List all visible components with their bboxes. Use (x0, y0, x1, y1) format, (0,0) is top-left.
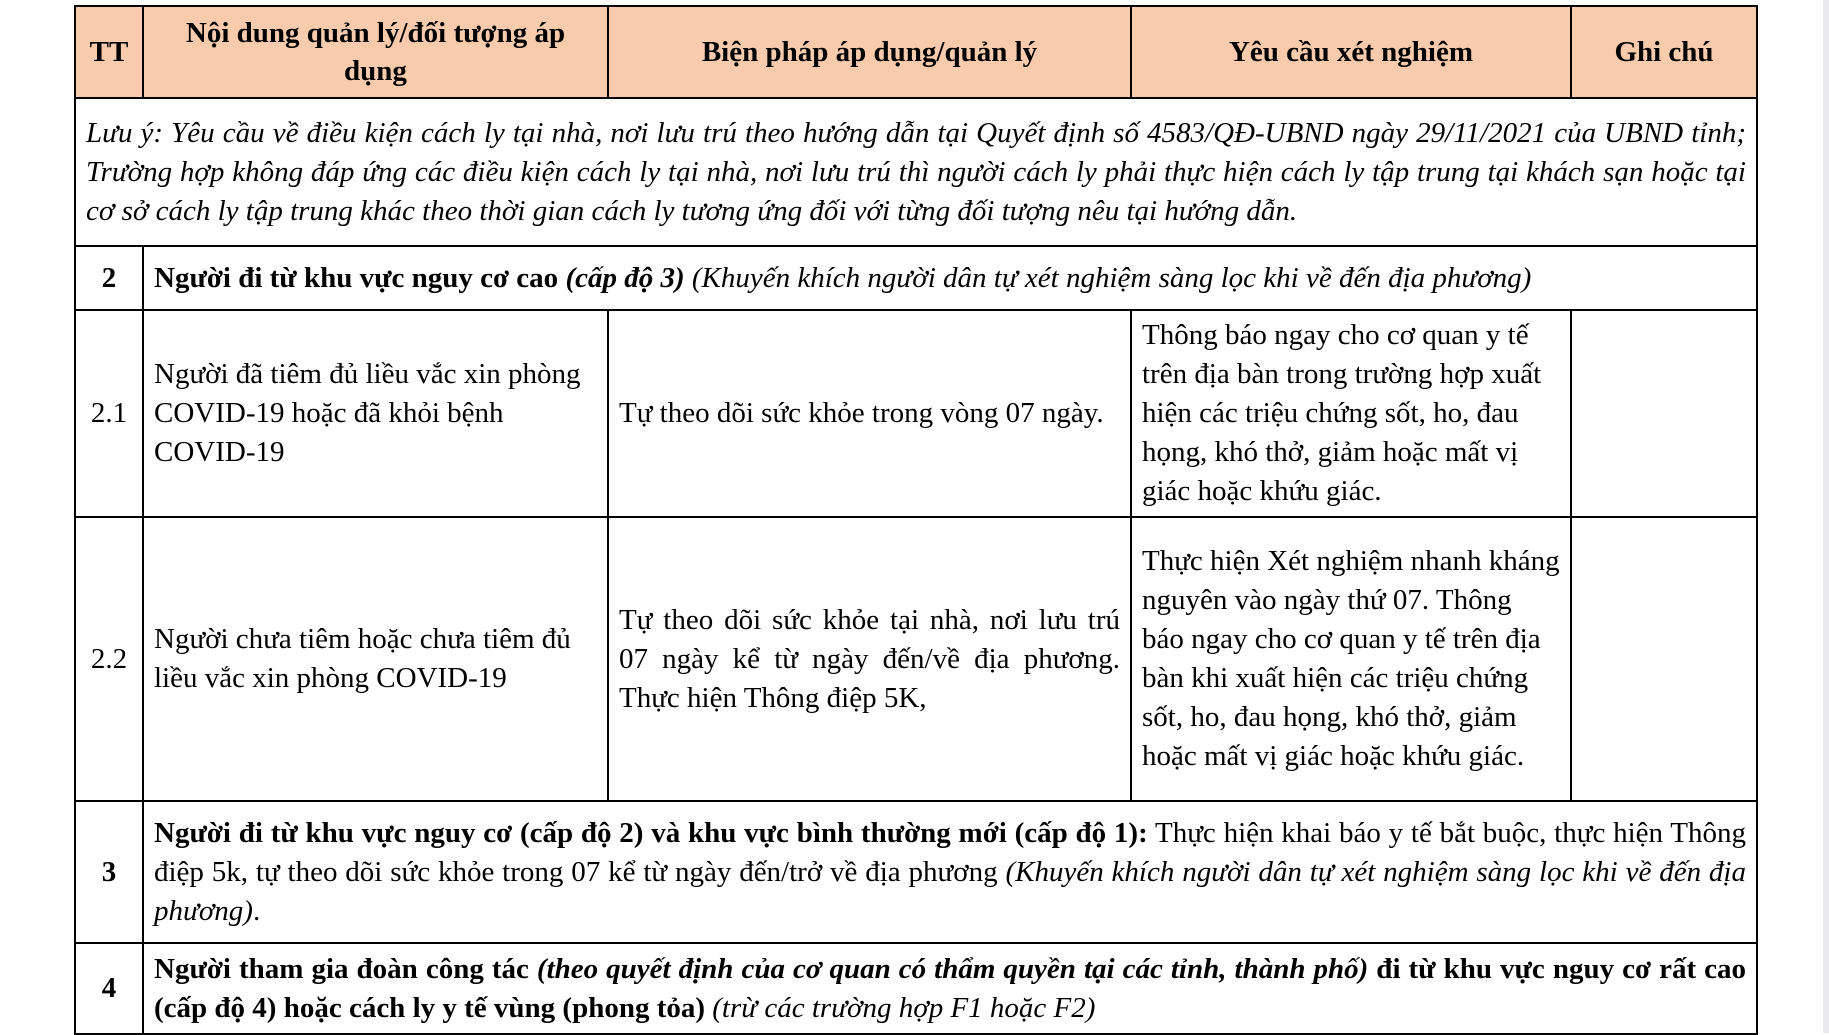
section-4-body (143, 943, 1757, 1034)
header-notes: Ghi chú (1571, 6, 1757, 98)
header-testing: Yêu cầu xét nghiệm (1131, 6, 1571, 98)
section-2-advice: (Khuyến khích người dân tự xét nghiệm sàng lọc khi về đến địa phương) (684, 261, 1532, 294)
row-2-2 (75, 517, 1757, 801)
section-3-title: Người đi từ khu vực nguy cơ (cấp độ 2) và khu vực bình thường mới (cấp độ 1): (154, 816, 1148, 849)
row-2-1-notes (1571, 310, 1757, 517)
row-2-2-testing: Thực hiện Xét nghiệm nhanh kháng nguyên vào ngày thứ 07. Thông báo ngay cho cơ quan y tế trên địa bàn khi xuất hiện các triệu chứng sốt, ho, đau họng, khó thở, giảm hoặc mất vị giác hoặc khứu giác. (1131, 517, 1571, 801)
note-text: Lưu ý: Yêu cầu về điều kiện cách ly tại nhà, nơi lưu trú theo hướng dẫn tại Quyết định số 4583/QĐ-UBND ngày 29/11/2021 của UBND tỉnh; Trường hợp không đáp ứng các điều kiện cách ly tại nhà, nơi lưu trú thì người cách ly phải thực hiện cách ly tập trung tại khách sạn hoặc tại cơ sở cách ly tập trung khác theo thời gian cách ly tương ứng đối với từng đối tượng nêu tại hướng dẫn. (75, 98, 1757, 246)
note-row (75, 98, 1757, 246)
row-2-1-number: 2.1 (75, 310, 143, 517)
header-measures: Biện pháp áp dụng/quản lý (608, 6, 1131, 98)
guidelines-table (74, 5, 1758, 1035)
section-2-row (75, 246, 1757, 310)
header-content: Nội dung quản lý/đối tượng áp dụng (143, 6, 608, 98)
section-4-title-2: đi từ khu vực nguy cơ rất cao (cấp độ 4) hoặc cách ly y tế vùng (phong tỏa) (154, 952, 1747, 1024)
row-2-1-testing: Thông báo ngay cho cơ quan y tế trên địa bàn trong trường hợp xuất hiện các triệu chứng sốt, ho, đau họng, khó thở, giảm hoặc mất vị giác hoặc khứu giác. (1131, 310, 1571, 517)
header-row (75, 6, 1757, 98)
section-3-number: 3 (75, 801, 143, 943)
row-2-1-content: Người đã tiêm đủ liều vắc xin phòng COVID-19 hoặc đã khỏi bệnh COVID-19 (143, 310, 608, 517)
section-2-title (143, 246, 1757, 310)
row-2-2-number: 2.2 (75, 517, 143, 801)
header-tt: TT (75, 6, 143, 98)
row-2-1 (75, 310, 1757, 517)
section-2-number: 2 (75, 246, 143, 310)
section-3-row (75, 801, 1757, 943)
section-3-body (143, 801, 1757, 943)
section-2-title-bold: Người đi từ khu vực nguy cơ cao (154, 261, 566, 294)
row-2-2-measures: Tự theo dõi sức khỏe tại nhà, nơi lưu trú 07 ngày kể từ ngày đến/về địa phương. Thực hiện Thông điệp 5K, (608, 517, 1131, 801)
page-edge-shadow (1823, 0, 1829, 1033)
section-3-tail: . (252, 894, 261, 927)
section-4-authority: (theo quyết định của cơ quan có thẩm quyền tại các tỉnh, thành phố) (536, 952, 1369, 985)
section-4-number: 4 (75, 943, 143, 1034)
section-4-exception: (trừ các trường hợp F1 hoặc F2) (705, 991, 1096, 1024)
row-2-2-notes (1571, 517, 1757, 801)
section-3-text: Thực hiện khai báo y tế bắt buộc, thực hiện Thông điệp 5k, tự theo dõi sức khỏe trong 07 kể từ ngày đến/trở về địa phương (154, 816, 1746, 888)
section-4-row (75, 943, 1757, 1034)
row-2-2-content: Người chưa tiêm hoặc chưa tiêm đủ liều vắc xin phòng COVID-19 (143, 517, 608, 801)
row-2-1-measures: Tự theo dõi sức khỏe trong vòng 07 ngày. (608, 310, 1131, 517)
section-2-level: (cấp độ 3) (565, 261, 685, 294)
section-4-title-1: Người tham gia đoàn công tác (154, 952, 537, 985)
section-3-advice: (Khuyến khích người dân tự xét nghiệm sàng lọc khi về đến địa phương) (154, 855, 1746, 927)
